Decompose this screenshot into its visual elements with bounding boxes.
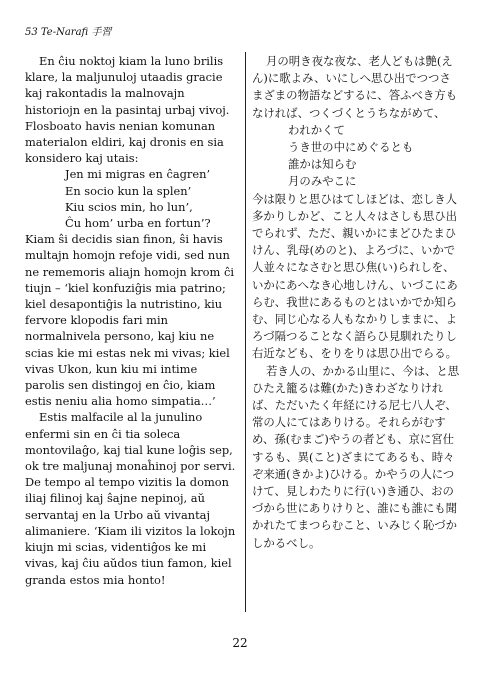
- left-paragraph-2: Kiam ŝi decidis sian finon, ŝi havis multajn homojn refoje vidi, sed nun ne rememoris aliajn homojn krom ĉi tiujn – ‘kiel konfuziĝis mia patrino; kiel desapontiĝis la nutristino, kiu fervore klopodis fari min normalnivela persono, kaj kiu ne scias kie mi estas nek mi vivas; kiel vivas Ukon, kun kiu mi intime parolis sen distingoj en ĉio, kiam estis neniu alia homo simpatia…’: [25, 232, 234, 409]
- right-poem-line-1: われかくて: [288, 122, 345, 137]
- column-divider: [245, 52, 246, 612]
- left-paragraph-1: En ĉiu noktoj kiam la luno brilis klare, la maljunuloj utaadis gracie kaj rakontadis la malnovajn historiojn en la pasintaj urbaj vivoj. Flosboato havis nenian komunan materialon eldiri, kaj dronis en sia konsidero kaj utais:: [25, 54, 230, 166]
- esperanto-column: [25, 53, 239, 588]
- left-verse-line-2: En socio kun la splen’: [65, 183, 192, 198]
- right-paragraph-2: 今は限りと思ひはてしほどは、恋しき人多かりしかど、こと人々はさしも思ひ出でられず、ただ、親いかにまどひたまひけん、乳母(めのと)、よろづに、いかで人並々になさむと思ひ焦(い)られしを、いかにあへなき心地しけん、いづこにあらむ、我世にあるものとはいかでか知らむ、同じ心なる人もなかりしままに、よろづ隔つることなく語らひ見馴れたりし右近なども、をりをりは思ひ出でらる。: [252, 191, 458, 361]
- right-paragraph-1: 月の明き夜な夜な、老人どもは艶(えん)に歌よみ、いにしへ思ひ出でつつさまざまの物語などするに、答ふべき方もなければ、つくづくとうちながめて、: [252, 54, 458, 120]
- left-verse-line-1: Jen mi migras en ĉagren’: [65, 167, 211, 182]
- left-verse-line-3: Kiu scios min, ho lun’,: [65, 199, 193, 214]
- right-poem-line-3: 誰かは知らむ: [288, 157, 357, 172]
- left-verse-line-4: Ĉu hom’ urba en fortun’?: [65, 216, 211, 231]
- right-poem-line-2: うき世の中にめぐるとも: [288, 140, 414, 155]
- japanese-column: [252, 53, 460, 552]
- running-header: 53 Te-Narafi 手習: [25, 27, 112, 38]
- page-number: 22: [232, 636, 248, 650]
- left-paragraph-3: Estis malfacile al la junulino enfermi sin en ĉi tia soleca montovilaĝo, kaj tial kune loĝis sep, ok tre maljunaj monaĥinoj por servi. De tempo al tempo vizitis la domon iliaj filinoj kaj ŝajne nepinoj, aŭ servantaj en la Urbo aŭ vivantaj alimaniere. ‘Kiam ili vizitos la lokojn kiujn mi scias, videntiĝos ke mi vivas, kaj ĉiu aŭdos tiun famon, kiel granda estos mia honto!: [25, 410, 236, 587]
- right-paragraph-3: 若き人の、かかる山里に、今は、と思ひたえ籠るは難(かた)きわざなりければ、ただいたく年経にける尼七八人ぞ、常の人にてはありける。それらがむすめ、孫(むまご)やうの者ども、京に宮仕するも、異(こと)ざまにてあるも、時々ぞ来通(きかよ)ひける。かやうの人につけて、見しわたりに行(い)き通ひ、おのづから世にありけりと、誰にも誰にも聞かれたてまつらむこと、いみじく恥づかしかるべし。: [252, 363, 460, 550]
- right-poem-line-4: 月のみやこに: [288, 174, 357, 189]
